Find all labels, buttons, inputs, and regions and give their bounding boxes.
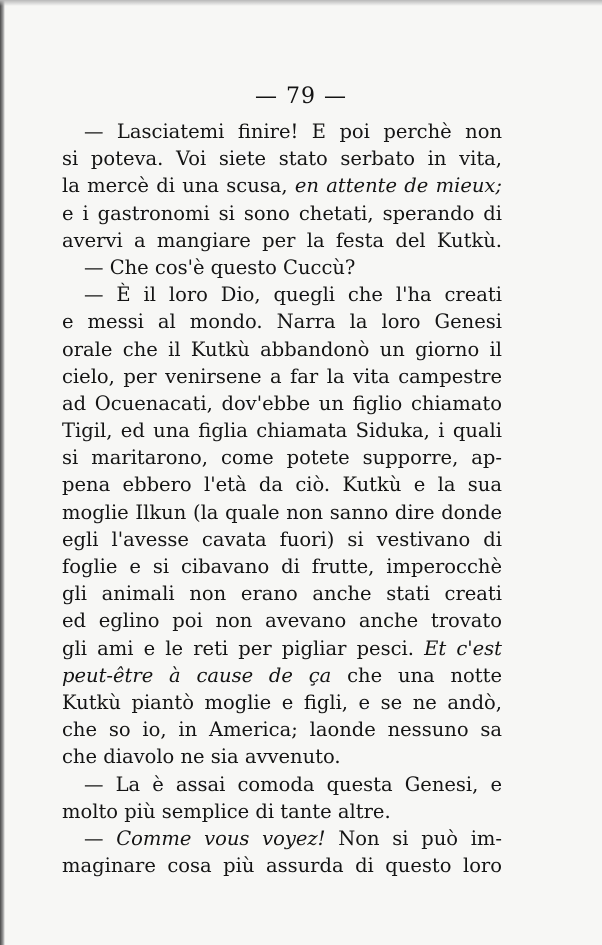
italic-run: Et c'est — [424, 636, 502, 660]
text-line: — La è assai comoda questa Genesi, e — [84, 772, 502, 796]
text-run: Non si può im- — [325, 826, 503, 850]
text-line: gli animali non erano anche stati creati — [62, 582, 502, 606]
text-run: la mercè di una scusa, — [62, 174, 295, 198]
text-line: moglie Ilkun (la quale non sanno dire donde — [62, 500, 502, 524]
text-line: che so io, in America; laonde nessuno sa — [62, 718, 502, 742]
text-line: foglie e si cibavano di frutte, imperocchè — [62, 555, 502, 578]
text-line: si maritarono, come potete supporre, ap- — [62, 446, 502, 470]
text-run: che una notte — [331, 663, 502, 687]
text-line: — Che cos'è questo Cuccù? — [84, 255, 356, 279]
text-line: che diavolo ne sia avvenuto. — [62, 745, 341, 769]
text-line: ed eglino poi non avevano anche trovato — [62, 609, 502, 633]
text-line — [62, 172, 502, 199]
text-run: — — [84, 826, 117, 850]
text-line: molto più semplice di tante altre. — [62, 799, 391, 823]
text-line: ad Ocuenacati, dov'ebbe un figlio chiamato — [62, 391, 502, 415]
italic-run: Comme vous voyez! — [116, 826, 326, 850]
text-block — [62, 118, 502, 879]
text-line: egli l'avesse cavata fuori) si vestivano di — [62, 527, 502, 551]
text-line: orale che il Kutkù abbandonò un giorno il — [62, 337, 502, 361]
text-line: e i gastronomi si sono chetati, sperando di — [62, 201, 502, 225]
page-edge-left — [0, 0, 5, 945]
text-run: gli ami e le reti per pigliar pesci. — [62, 636, 425, 660]
text-line: Tigil, ed una figlia chiamata Siduka, i quali — [62, 419, 502, 443]
text-line: maginare cosa più assurda di questo loro — [62, 854, 502, 878]
text-line: Kutkù piantò moglie e figli, e se ne andò, — [62, 690, 502, 714]
text-line — [62, 825, 502, 852]
text-line: si poteva. Voi siete stato serbato in vita, — [62, 147, 502, 171]
page-edge-top — [0, 0, 602, 6]
text-line: cielo, per venirsene a far la vita campestre — [62, 364, 502, 388]
text-line: e messi al mondo. Narra la loro Genesi — [62, 310, 502, 334]
text-line: — È il loro Dio, quegli che l'ha creati — [84, 283, 502, 307]
text-line: — Lasciatemi finire! E poi perchè non — [84, 120, 502, 143]
text-line — [62, 635, 502, 662]
page-number: — 79 — — [255, 84, 347, 109]
italic-run: en attente de mieux; — [294, 174, 502, 198]
italic-run: peut-être à cause de ça — [62, 663, 332, 687]
text-line: pena ebbero l'età da ciò. Kutkù e la sua — [62, 473, 502, 497]
text-line: avervi a mangiare per la festa del Kutkù. — [62, 228, 502, 252]
text-line — [62, 662, 502, 689]
